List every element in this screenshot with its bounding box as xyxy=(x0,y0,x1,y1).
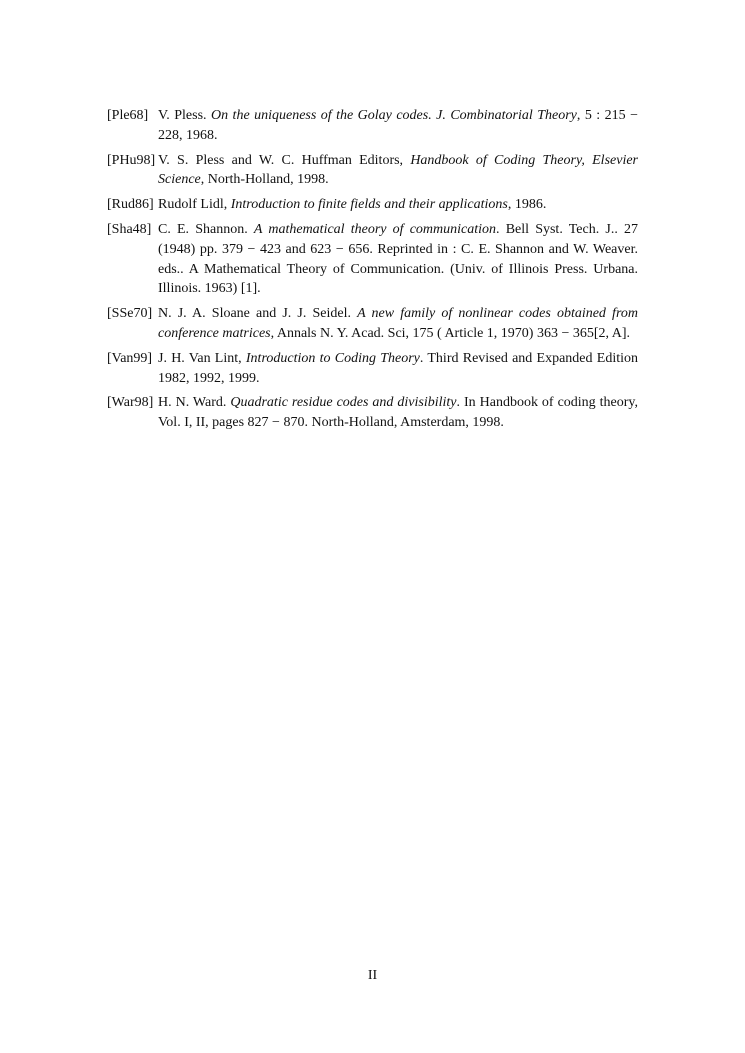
citation-key: [Van99] xyxy=(107,350,153,366)
citation-authors: Rudolf Lidl, xyxy=(158,197,231,213)
citation-authors: V. S. Pless and W. C. Huffman Editors, xyxy=(158,152,411,168)
bib-entry-war98 xyxy=(107,393,638,433)
bib-entry-ple68 xyxy=(107,106,638,146)
citation-details: . Bell Syst. Tech. J.. 27 (1948) pp. 379 − 423 and 623 − 656. Reprinted in : C. E. Shannon and W. Weaver. eds.. A Mathematical Theory of Communication. (Univ. of Illinois Press. Urbana. Illinois. 1963) [1]. xyxy=(158,221,639,297)
citation-title: Quadratic residue codes and divisibility xyxy=(230,395,457,411)
bib-entry-sse70 xyxy=(107,304,638,344)
citation-key: [Sha48] xyxy=(107,221,152,237)
citation-authors: C. E. Shannon. xyxy=(158,221,254,237)
bibliography-list xyxy=(107,106,638,438)
bib-entry-phu98 xyxy=(107,151,638,191)
citation-title: A mathematical theory of communication xyxy=(253,221,497,237)
citation-authors: J. H. Van Lint, xyxy=(158,350,246,366)
citation-key: [SSe70] xyxy=(107,306,153,322)
citation-authors: N. J. A. Sloane and J. J. Seidel. xyxy=(158,306,358,322)
bib-entry-rud86 xyxy=(107,195,638,215)
bib-entry-sha48 xyxy=(107,220,638,299)
citation-details: . Third Revised and Expanded Edition 1982, 1992, 1999. xyxy=(158,350,638,386)
citation-key: [PHu98] xyxy=(107,152,156,168)
citation-authors: H. N. Ward. xyxy=(158,395,231,411)
page-number: II xyxy=(367,968,378,983)
citation-title: A new family of nonlinear codes obtained from conference matrices xyxy=(158,306,638,341)
citation-key: [Ple68] xyxy=(107,108,149,123)
citation-details: , North-Holland, 1998. xyxy=(200,172,329,188)
citation-title: On the uniqueness of the Golay codes. J. Combinatorial Theory xyxy=(211,108,577,123)
citation-details: . In Handbook of coding theory, Vol. I, II, pages 827 − 870. North-Holland, Amsterdam, 1998. xyxy=(158,395,639,431)
citation-details: , Annals N. Y. Acad. Sci, 175 ( Article 1, 1970) 363 − 365[2, A]. xyxy=(270,325,631,341)
bib-entry-van99 xyxy=(107,349,638,389)
citation-authors: V. Pless. xyxy=(158,108,211,123)
citation-title: Handbook of Coding Theory, Elsevier Science xyxy=(158,152,638,188)
citation-key: [Rud86] xyxy=(107,197,154,213)
citation-title: Introduction to finite fields and their applications xyxy=(230,197,508,213)
citation-details: , 5 : 215 − 228, 1968. xyxy=(158,108,638,143)
citation-key: [War98] xyxy=(107,395,154,411)
citation-details: , 1986. xyxy=(507,197,547,213)
citation-title: Introduction to Coding Theory xyxy=(245,350,420,366)
